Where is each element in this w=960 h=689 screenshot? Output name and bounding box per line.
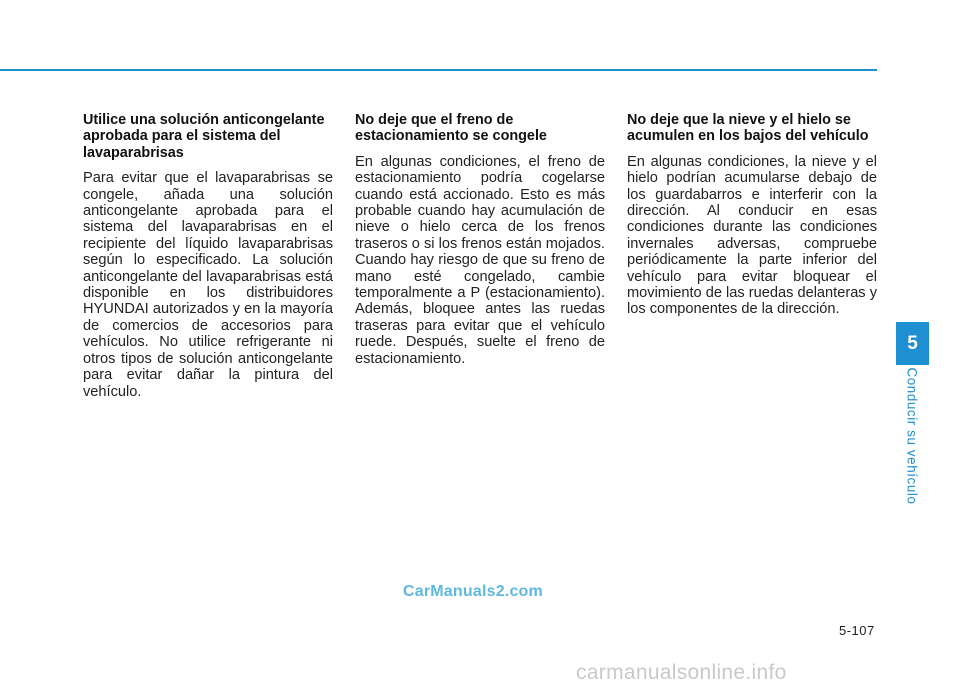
watermark-carmanuals2: CarManuals2.com bbox=[403, 583, 543, 600]
section-heading-snow-ice: No deje que la nieve y el hielo se acumulen en los bajos del vehículo bbox=[627, 112, 869, 145]
section-body-parking-brake: En algunas condiciones, el freno de estacionamiento podría cogelarse cuando está accionado. Esto es más probable cuando hay acumulación de nieve o hielo cerca de los frenos traseros o si los frenos están mojados. Cuando hay riesgo de que su freno de mano esté congelado, cambie temporalmente a P (estacionamiento). Además, bloquee antes las ruedas traseras para evitar que el vehículo ruede. Después, suelte el freno de estacionamiento. bbox=[355, 153, 605, 367]
section-heading-parking-brake: No deje que el freno de estacionamiento se congele bbox=[355, 112, 547, 145]
column-1 bbox=[83, 112, 333, 400]
chapter-title: Conducir su vehículo bbox=[904, 367, 920, 505]
column-3 bbox=[627, 112, 877, 318]
section-body-snow-ice: En algunas condiciones, la nieve y el hielo podrían acumularse debajo de los guardabarros e interferir con la dirección. Al conducir en esas condiciones durante las condiciones invernales adversas, compruebe periódicamente la parte inferior del vehículo para evitar bloquear el movimiento de las ruedas delanteras y los componentes de la dirección. bbox=[627, 153, 877, 318]
column-2 bbox=[355, 112, 605, 367]
header-rule bbox=[0, 69, 877, 71]
section-heading-washer-antifreeze: Utilice una solución anticongelante aprobada para el sistema del lavaparabrisas bbox=[83, 112, 325, 161]
page-number: 5-107 bbox=[839, 623, 875, 638]
chapter-number-tab: 5 bbox=[896, 322, 929, 365]
watermark-carmanualsonline: carmanualsonline.info bbox=[576, 661, 787, 684]
section-body-washer-antifreeze: Para evitar que el lavaparabrisas se congele, añada una solución anticongelante aprobada para el sistema del lavaparabrisas en el recipiente del líquido lavaparabrisas según lo especificado. La solución anticongelante del lavaparabrisas está disponible en los distribuidores HYUNDAI autorizados y en la mayoría de comercios de accesorios para vehículos. No utilice refrigerante ni otros tipos de solución anticongelante para evitar dañar la pintura del vehículo. bbox=[83, 170, 333, 400]
